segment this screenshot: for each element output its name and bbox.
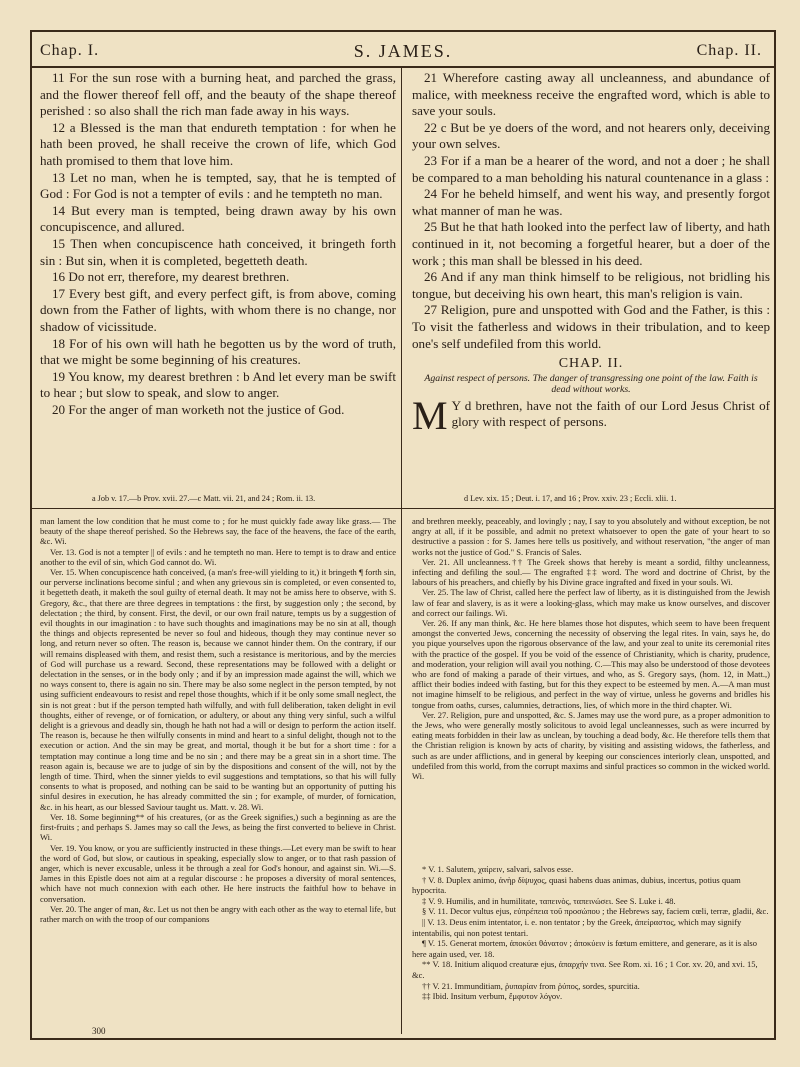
greek-notes xyxy=(412,864,770,1002)
commentary-column-divider xyxy=(401,512,402,1034)
verse: 26 And if any man think himself to be religious, not bridling his tongue, but deceiving his own heart, this man's religion is vain. xyxy=(412,269,770,301)
verse: 19 You know, my dearest brethren : b And let every man be swift to hear ; but slow to speak, and slow to anger. xyxy=(40,368,396,401)
drop-cap: M xyxy=(412,392,448,438)
greek-note: ‡ V. 9. Humilis, and in humilitate, ταπεινὸς, ταπεινώσει. See S. Luke i. 48. xyxy=(422,895,676,906)
commentary-paragraph: Ver. 21. All uncleanness.†† The Greek shows that hereby is meant a sordid, filthy uncleanness, infecting and defiling the soul.— The engrafted ‡‡ word. The word and doctrine of Christ, by the labours of his preachers, and chiefly by his Divine grace ingrafted and fixed in your souls. Wi. xyxy=(412,556,770,588)
greek-note: ** V. 18. Initium aliquod creaturæ ejus, ἀπαρχήν τινα. See Rom. xi. 16 ; 1 Cor. xv. 20, and xvi. 15, &c. xyxy=(412,959,758,980)
verse: 11 For the sun rose with a burning heat, and parched the grass, and the flower thereof fell off, and the beauty of the shape thereof perished : so also shall the rich man fade away in his ways. xyxy=(40,70,396,119)
commentary-paragraph: man lament the low condition that he must come to ; for he must quickly fade away like grass.— The beauty of the shape thereof perished. So the Hebrews say, the face of the heavens, the face of the earth, &c. Wi. xyxy=(40,516,396,547)
page-number: 300 xyxy=(92,1026,106,1036)
greek-note: || V. 13. Deus enim intentator, i. e. non tentator ; by the Greek, ἀπείραστος, which may signify intentabilis, qui non potest tentari. xyxy=(412,916,742,938)
greek-note: * V. 1. Salutem, χαίρειν, salvari, salvos esse. xyxy=(422,864,574,874)
chapter-right-label: Chap. II. xyxy=(696,42,762,59)
commentary-paragraph: Ver. 13. God is not a tempter || of evils : and he tempteth no man. Here to tempt is to draw and entice another to the evil of sin, which God cannot do. Wi. xyxy=(40,546,396,567)
verse: 25 But he that hath looked into the perfect law of liberty, and hath continued in it, not becoming a forgetful hearer, but a doer of the work ; this man shall be blessed in his deed. xyxy=(412,219,770,268)
greek-note: ‡‡ Ibid. Insitum verbum, ἔμφυτον λόγον. xyxy=(422,991,563,1002)
right-verse-column xyxy=(412,70,770,438)
verse: 13 Let no man, when he is tempted, say, that he is tempted of God : For God is not a tempter of evils : and he tempteth no man. xyxy=(40,169,396,202)
greek-note: † V. 8. Duplex animo, ἀνὴρ δίψυχος, quasi habens duas animas, dubius, incertus, potius quam hypocrita. xyxy=(412,874,741,896)
verse: 18 For of his own will hath he begotten us by the word of truth, that we might be some beginning of his creatures. xyxy=(40,335,396,368)
left-verse-column xyxy=(40,70,396,418)
verse: 15 Then when concupiscence hath conceived, it bringeth forth sin : But sin, when it is completed, begetteth death. xyxy=(40,235,396,268)
commentary-paragraph: Ver. 25. The law of Christ, called here the perfect law of liberty, as it is distinguished from the Jewish law of fear and slavery, is as it were a looking-glass, which may make us know ourselves, and discover and correct our failings. Wi. xyxy=(412,587,770,618)
commentary-paragraph: Ver. 20. The anger of man, &c. Let us not then be angry with each other as the way to eternal life, but rather march on with the troop of our companions xyxy=(40,903,396,924)
book-title: S. JAMES. xyxy=(353,41,453,61)
commentary-right xyxy=(412,516,770,781)
verse: 24 For he beheld himself, and went his way, and presently forgot what manner of man he was. xyxy=(412,186,770,218)
greek-note: †† V. 21. Immunditiam, ῥυπαρίαν from ῥύπος, sordes, spurcitia. xyxy=(422,980,640,991)
commentary-left xyxy=(40,516,396,924)
chapter-argument: Against respect of persons. The danger of transgressing one point of the law. Faith is dead without works. xyxy=(424,372,758,396)
verse: 20 For the anger of man worketh not the justice of God. xyxy=(52,401,345,417)
page-header xyxy=(32,32,774,68)
greek-note: ¶ V. 15. Generat mortem, ἀποκύει θάνατον ; ἀποκύειν is fœtum emittere, and generare, as it is also here again used, ver. 18. xyxy=(412,938,757,959)
commentary-paragraph: Ver. 26. If any man think, &c. He here blames those hot disputes, which seem to have been frequent amongst the converted Jews, concerning the necessity of observing the legal rites. In vain, says he, do you pique yourselves upon the rigorous observance of the law, and your zeal to unite its ceremonial rites with the practice of the gospel. If you be void of the essence of Christianity, which is charity, prudence, and moderation, your religion will avail you nothing. C.—This may also be understood of those devotees who are fond of making a parade of their virtues, and who, as S. Gregory says, (hom. 12, in Matt.,) afflict their bodies indeed with fasting, but for this they expect to be esteemed by men. A.—A man must not imagine himself to be religious, and perfect in the way of virtue, unless he governs and bridles his tongue from oaths, curses, calumnies, detractions, lies, of which more in the third chapter. Wi. xyxy=(412,618,770,710)
bible-page xyxy=(30,30,776,1040)
verse: 22 c But be ye doers of the word, and not hearers only, deceiving your own selves. xyxy=(412,119,770,152)
commentary-paragraph: Ver. 19. You know, or you are sufficiently instructed in these things.—Let every man be swift to hear the word of God, but slow, or cautious in speaking, especially slow to anger, or to that rash passion of anger, which is never excusable, unless it be through a zeal for God's honour, and against sin. Wi.—S. James in this Epistle does not aim at a regular discourse : he proposes a diversity of moral sentences, which have not much connexion with each other. He here instructs the faithful how to behave in conversation. xyxy=(40,842,396,904)
commentary-paragraph: and brethren meekly, peaceably, and lovingly ; nay, I say to you absolutely and without exception, be not angry at all, if it be possible, and admit no pretext whatsoever to open the gate of your heart to so destructive a passion : for S. James here tells us positively, and without reservation, "the anger of man works not the justice of God." S. Francis of Sales. xyxy=(412,516,770,557)
chapter-verse-1 xyxy=(412,392,770,438)
footnote-references-right: d Lev. xix. 15 ; Deut. i. 17, and 16 ; Prov. xxiv. 23 ; Eccli. xlii. 1. xyxy=(464,494,677,503)
verse: 17 Every best gift, and every perfect gift, is from above, coming down from the Father of lights, with whom there is no change, nor shadow of vicissitude. xyxy=(40,285,396,334)
commentary-paragraph: Ver. 18. Some beginning** of his creatures, (or as the Greek signifies,) such a beginning as are the first-fruits ; and perhaps S. James may so call the Jews, as being the first converted to believe in Christ. Wi. xyxy=(40,811,396,843)
verse: Y d brethren, have not the faith of our Lord Jesus Christ of glory with respect of persons. xyxy=(451,397,770,430)
footnote-references-left: a Job v. 17.—b Prov. xvii. 27.—c Matt. vii. 21, and 24 ; Rom. ii. 13. xyxy=(92,494,316,503)
chapter-left-label: Chap. I. xyxy=(40,42,100,59)
verse: 23 For if a man be a hearer of the word, and not a doer ; he shall be compared to a man beholding his natural countenance in a glass : xyxy=(412,152,770,185)
chapter-heading: CHAP. II. xyxy=(558,356,624,372)
verse: 12 a Blessed is the man that endureth temptation : for when he hath been proved, he shall receive the crown of life, which God hath promised to them that love him. xyxy=(40,119,396,168)
verse: 14 But every man is tempted, being drawn away by his own concupiscence, and allured. xyxy=(40,202,396,235)
section-divider xyxy=(32,508,774,509)
column-divider xyxy=(401,66,402,520)
verse: 16 Do not err, therefore, my dearest brethren. xyxy=(52,269,290,285)
verse: 27 Religion, pure and unspotted with God and the Father, is this : To visit the fatherless and widows in their tribulation, and to keep one's self undefiled from this world. xyxy=(412,302,770,351)
greek-note: § V. 11. Decor vultus ejus, εὐπρέπεια τοῦ προσώπου ; the Hebrews say, faciem cœli, terræ, gladii, &c. xyxy=(422,906,769,917)
commentary-paragraph: Ver. 15. When concupiscence hath conceived, (a man's free-will yielding to it,) it bringeth ¶ forth sin, our perverse inclinations become sinful ; and when any grievous sin is completed, or even consented to, it begetteth death, it maketh the soul guilty of eternal death. It may not be amiss here to observe, with S. Gregory, &c., that there are three degrees in temptations : the first, by suggestion only ; the second, by delectation ; the third, by consent. First, the devil, or our own frail nature, tempts us by a suggestion of evil thoughts in our imagination : to have such thoughts and imaginations may be no sin at all, though the things and objects represented be never so foul and hideous, though they may continue never so long, and return never so often. The reason is, because we cannot hinder them. On the contrary, if our will remains displeased with them, and resist them, such a resistance is meritorious, and by the mercies of God will purchase us a reward. Second, these representations may be followed with a delight or delectation in the senses, or in the body only ; and if by an impression made against the will, which we no ways consent to, there is again no sin. There may be also some neglect in the person tempted, by not using sufficient endeavours to resist and repel those thoughts, which if it be only some small neglect, the sin is not great : but if the person tempted hath wilfully, and with full deliberation, taken delight in evil thoughts, either of revenge, or of fornication, or adultery, or about any thing very sinful, such a wilful delight is a grievous and deadly sin, though he hath not had a will or design to perform the action itself. The reason is, because he then wilfully consents in mind and heart to a sinful delight, though not to the execution or action. And the sin may be great, and mortal, though it be but for a short time : for a temptation may continue a long time and be no sin ; and there may be a great sin in a short time. The reason again is, because we are to judge of sin by the dispositions and consent of the will, not by the length of time. Third, when the sinner yields to evil suggestions and temptations, so that his will fully consents to what is proposed, and nothing can be said to be wanting but an opportunity of putting his sinful desires in execution, he has already committed the sin ; for example, of murder, of fornication, &c. in his heart, as our blessed Saviour taught us. Matt. v. 28. Wi. xyxy=(40,567,396,812)
commentary-paragraph: Ver. 27. Religion, pure and unspotted, &c. S. James may use the word pure, as a proper admonition to the Jews, who were generally mostly solicitous to avoid legal uncleannesses, such as were incurred by eating meats forbidden in their law as unclean, by touching a dead body, &c. He therefore tells them that the Christian religion is known by acts of charity, by visiting and assisting widows, the fatherless, and such as are under afflictions, and in general by keeping our consciences interiorly clean, unspotted, and undefiled from this world, from the corrupt maxims and sinful practices so common in the wicked world. Wi. xyxy=(412,709,770,782)
verse: 21 Wherefore casting away all uncleanness, and abundance of malice, with meekness receive the engrafted word, which is able to save your souls. xyxy=(412,70,770,119)
